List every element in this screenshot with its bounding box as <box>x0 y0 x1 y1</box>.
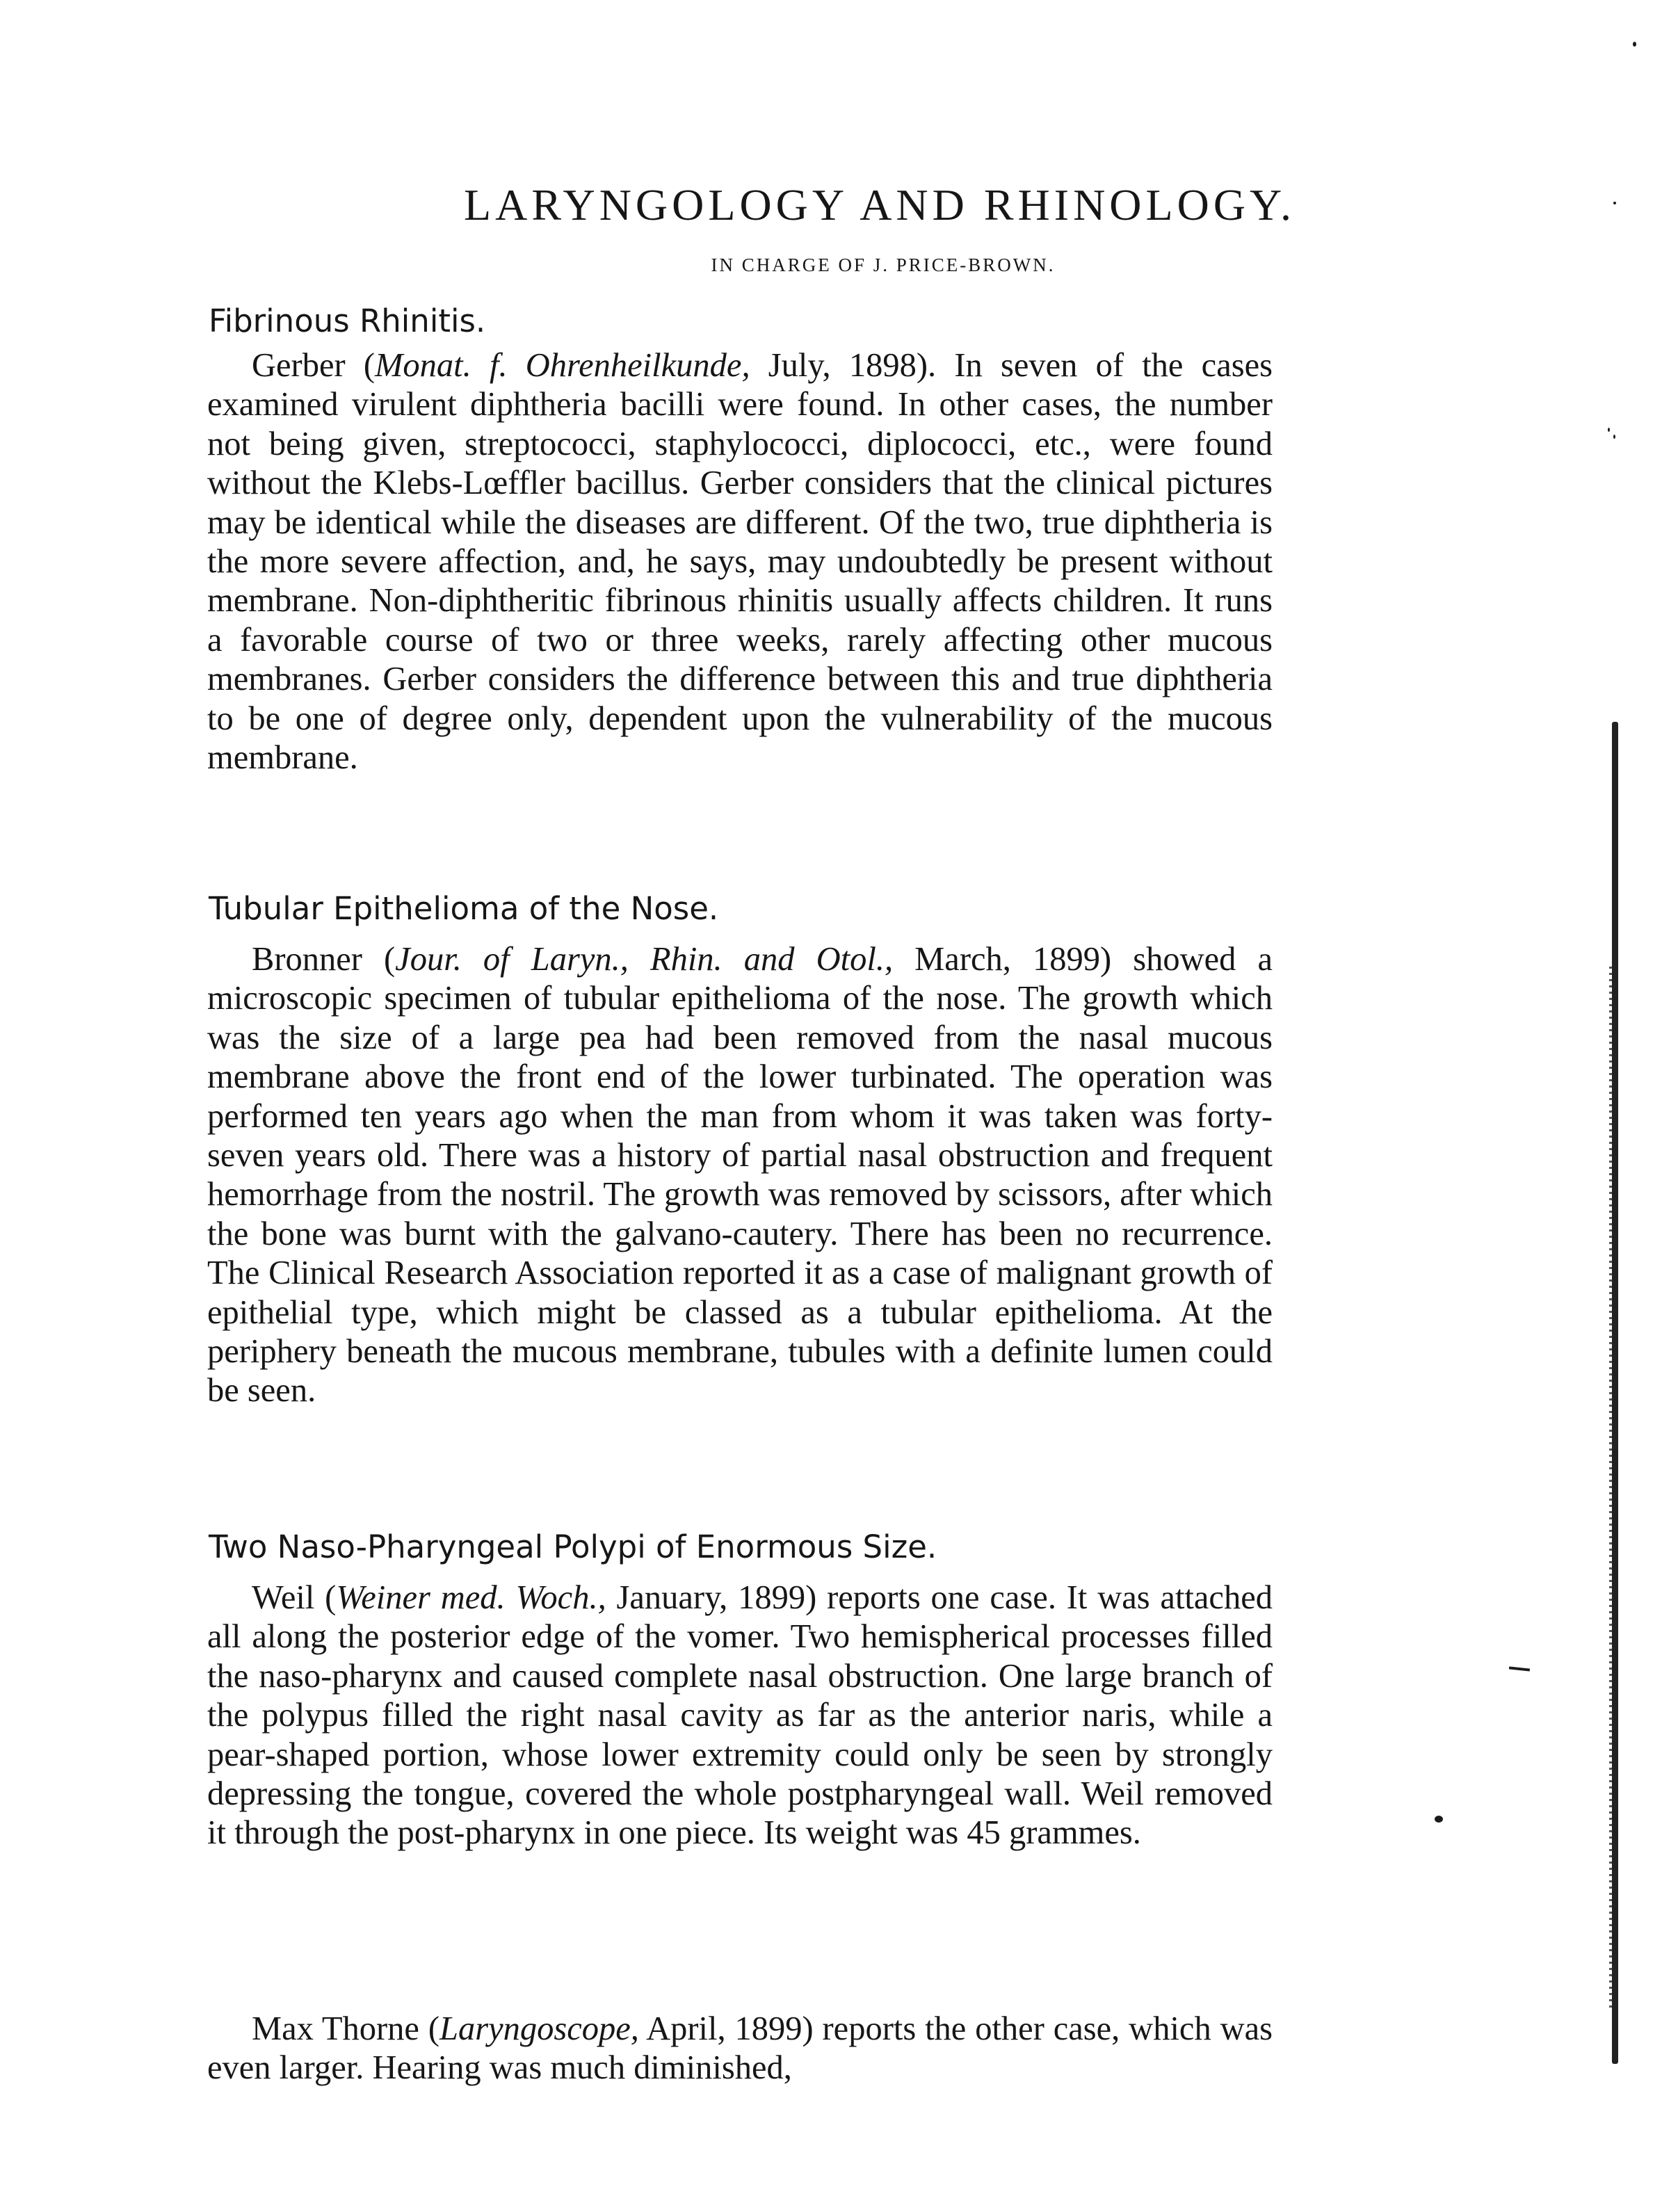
citation-source: Laryngoscope, <box>439 2010 639 2047</box>
paragraph-text: March, 1899) showed a microscopic specimen of tubular epithelioma of the nose. The growth which was the size of a large pea had been removed from the nasal mucous membrane above the front end of the lower turbinated. The operation was performed ten years ago when the man from whom it was taken was forty-seven years old. There was a history of partial nasal obstruction and frequent hemorrhage from the nostril. The growth was removed by scissors, after which the bone was burnt with the galvano-cautery. There has been no recurrence. The Clinical Research Association reported it as a case of malignant growth of epithelial type, which might be classed as a tubular epithelioma. At the periphery beneath the mucous membrane, tubules with a definite lumen could be seen. <box>207 941 1273 1410</box>
scan-dash <box>1509 1666 1530 1671</box>
paragraph-text: July, 1898). In seven of the cases examined virulent diphtheria bacilli were found. In other cases, the number not being given, streptococci, staphylococci, diplococci, etc., were found without the Klebs-Lœffler bacillus. Gerber considers that the clinical pictures may be identical while the diseases are different. Of the two, true diphtheria is the more severe affection, and, he says, may undoubtedly be present without membrane. Non-diphtheritic fibrinous rhinitis usually affects children. It runs a favorable course of two or three weeks, rarely affecting other mucous membranes. Gerber considers the difference between this and true diphtheria to be one of degree only, dependent upon the vulnerability of the mucous membrane. <box>207 347 1273 777</box>
section-heading-tubular-epithelioma: Tubular Epithelioma of the Nose. <box>209 890 719 927</box>
citation-source: Weiner med. Woch., <box>336 1579 606 1616</box>
section-heading-fibrinous-rhinitis: Fibrinous Rhinitis. <box>209 302 486 339</box>
scan-margin-texture <box>1609 967 1612 2010</box>
scan-speck <box>1613 202 1616 204</box>
scan-margin-artifact <box>1612 722 1618 2064</box>
paragraph-weil <box>207 1579 1273 1853</box>
citation-author: Max Thorne ( <box>252 2010 439 2047</box>
section-heading-naso-pharyngeal-polypi: Two Naso-Pharyngeal Polypi of Enormous Size. <box>209 1528 937 1565</box>
paragraph-text: April, 1899) reports the other case, which was even larger. Hearing was much diminished, <box>207 2010 1273 2087</box>
page-title: LARYNGOLOGY AND RHINOLOGY. <box>464 180 1296 229</box>
scan-speck <box>1633 42 1636 47</box>
citation-source: Monat. f. Ohrenheilkunde, <box>375 347 750 384</box>
citation-source: Jour. of Laryn., Rhin. and Otol., <box>395 941 894 978</box>
editor-credit: IN CHARGE OF J. PRICE-BROWN. <box>711 255 1056 275</box>
paragraph-text: January, 1899) reports one case. It was attached all along the posterior edge of the vomer. Two hemispherical processes filled the naso-pharynx and caused complete nasal obstruction. One large branch of the polypus filled the right nasal cavity as far as the anterior naris, while a pear-shaped portion, whose lower extremity could only be seen by strongly depressing the tongue, covered the whole postpharyngeal wall. Weil removed it through the post-pharynx in one piece. Its weight was 45 grammes. <box>207 1579 1273 1852</box>
citation-author: Weil ( <box>252 1579 337 1616</box>
scan-speck <box>1608 428 1610 432</box>
paragraph-gerber <box>207 346 1273 777</box>
paragraph-bronner <box>207 940 1273 1411</box>
paragraph-thorne <box>207 2010 1273 2088</box>
citation-author: Gerber ( <box>252 347 375 384</box>
scan-speck <box>1613 435 1615 439</box>
scan-speck <box>1435 1816 1443 1823</box>
citation-author: Bronner ( <box>252 941 396 978</box>
